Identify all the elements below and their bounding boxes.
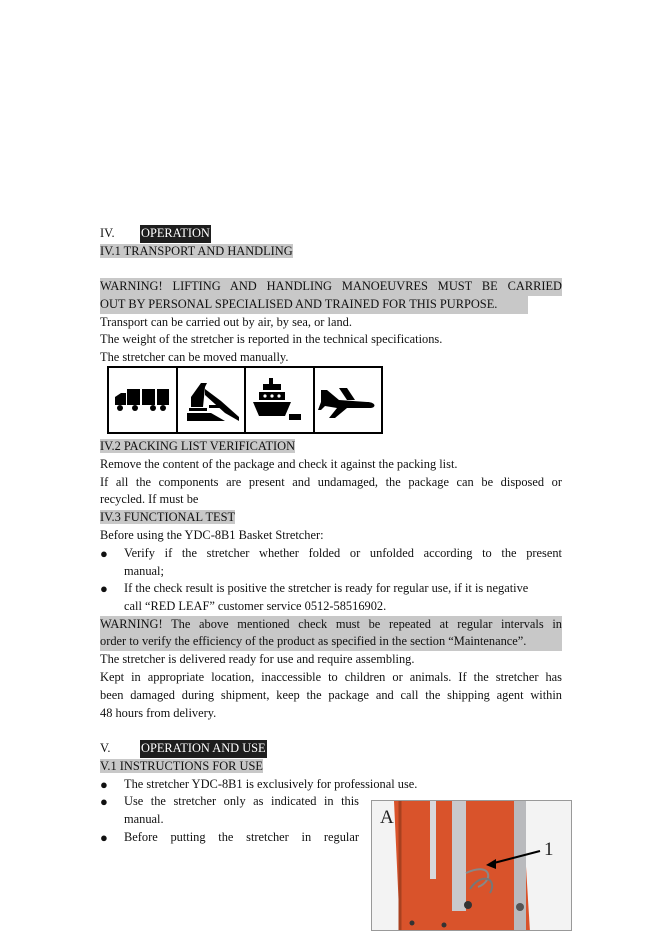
paragraph-remove: Remove the content of the package and check it against the packing list. bbox=[100, 457, 458, 471]
bullet-glyph: ● bbox=[100, 830, 108, 845]
subheading-functional: IV.3 FUNCTIONAL TEST bbox=[100, 510, 236, 524]
bullet-glyph: ● bbox=[100, 794, 108, 809]
bullet-glyph: ● bbox=[100, 777, 108, 792]
ramp-icon bbox=[178, 368, 247, 432]
bullet-before-putting: Before putting the stretcher in regular bbox=[124, 830, 359, 844]
bullet-use-line-1: Use the stretcher only as indicated in this bbox=[124, 794, 359, 808]
airplane-icon bbox=[315, 368, 382, 432]
section-numeral-v: V. bbox=[100, 741, 111, 755]
paragraph-before: Before using the YDC-8B1 Basket Stretcher: bbox=[100, 528, 324, 542]
bullet-professional: The stretcher YDC-8B1 is exclusively for professional use. bbox=[124, 777, 418, 791]
paragraph-if-all-1: If all the components are present and undamaged, the package can be disposed or bbox=[100, 475, 562, 489]
subheading-functional-wrap bbox=[100, 509, 235, 527]
warning2-line-1: WARNING! The above mentioned check must be repeated at regular intervals in bbox=[100, 617, 562, 631]
stretcher-photo bbox=[371, 800, 572, 931]
warning-line-2: OUT BY PERSONAL SPECIALISED AND TRAINED FOR THIS PURPOSE. bbox=[100, 297, 498, 311]
paragraph-moved: The stretcher can be moved manually. bbox=[100, 350, 289, 364]
paragraph-kept-2: been damaged during shipment, keep the package and call the shipping agent within bbox=[100, 688, 562, 702]
warning-line-1: WARNING! LIFTING AND HANDLING MANOEUVRES MUST BE CARRIED bbox=[100, 279, 562, 293]
paragraph-kept-3: 48 hours from delivery. bbox=[100, 706, 217, 720]
warning2-line-2: order to verify the efficiency of the product as specified in the section “Maintenance”. bbox=[100, 634, 527, 648]
bullet-verify-line-2: manual; bbox=[124, 564, 164, 578]
figure-callout-1: 1 bbox=[544, 839, 554, 860]
bullet-glyph: ● bbox=[100, 581, 108, 596]
section-numeral-iv: IV. bbox=[100, 226, 115, 240]
subheading-transport: IV.1 TRANSPORT AND HANDLING bbox=[100, 244, 293, 258]
ship-icon bbox=[246, 368, 315, 432]
paragraph-transport: Transport can be carried out by air, by sea, or land. bbox=[100, 315, 352, 329]
section-heading-operation-and-use: OPERATION AND USE bbox=[140, 740, 267, 758]
subheading-packing-wrap bbox=[100, 438, 295, 456]
subheading-packing: IV.2 PACKING LIST VERIFICATION bbox=[100, 439, 296, 453]
figure-label-a: A bbox=[380, 807, 394, 828]
bullet-check-line-1: If the check result is positive the stretcher is ready for regular use, if it is negative bbox=[124, 581, 529, 595]
truck-icon bbox=[109, 368, 178, 432]
paragraph-if-all-2: recycled. If must be bbox=[100, 492, 199, 506]
bullet-glyph: ● bbox=[100, 546, 108, 561]
transport-icons-strip bbox=[107, 366, 383, 434]
subheading-transport-wrap bbox=[100, 243, 293, 261]
subheading-instructions: V.1 INSTRUCTIONS FOR USE bbox=[100, 759, 263, 773]
paragraph-kept-1: Kept in appropriate location, inaccessible to children or animals. If the stretcher has bbox=[100, 670, 562, 684]
bullet-check-line-2: call “RED LEAF” customer service 0512-58516902. bbox=[124, 599, 387, 613]
subheading-instructions-wrap bbox=[100, 758, 263, 776]
bullet-verify-line-1: Verify if the stretcher whether folded or unfolded according to the present bbox=[124, 546, 562, 560]
paragraph-weight: The weight of the stretcher is reported in the technical specifications. bbox=[100, 332, 443, 346]
section-heading-operation: OPERATION bbox=[140, 225, 211, 243]
paragraph-delivered: The stretcher is delivered ready for use and require assembling. bbox=[100, 652, 415, 666]
bullet-use-line-2: manual. bbox=[124, 812, 164, 826]
